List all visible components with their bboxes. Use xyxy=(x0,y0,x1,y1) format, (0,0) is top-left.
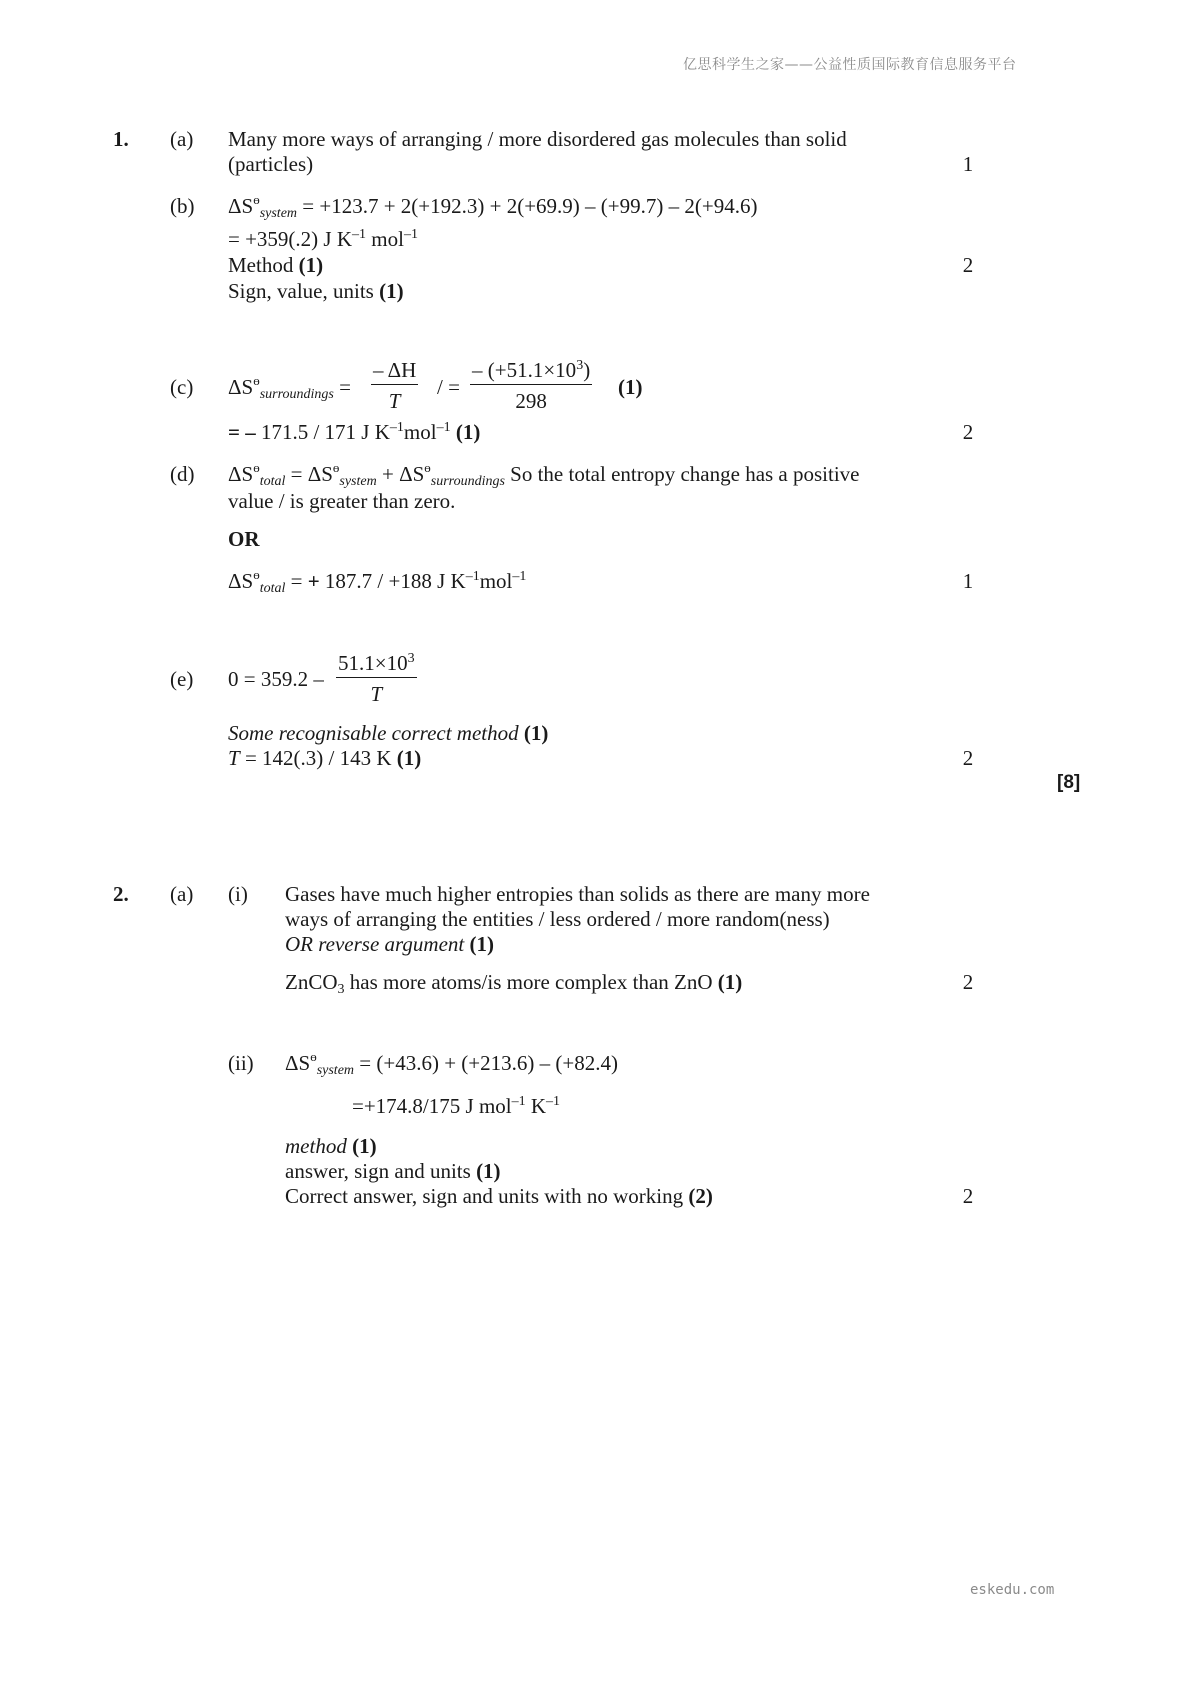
point-marker: (1) xyxy=(618,375,643,399)
or-label: OR xyxy=(228,527,260,551)
fraction-enthalpy-over-t: $\frac{51.1\times 10^3}{T}$ xyxy=(338,651,415,706)
entropy-equation: $\Delta S^ө_{system} = +123.7 + 2(+192.3) + 2(+69.9) - (+99.7) - 2(+94.6)$ xyxy=(228,192,758,221)
part-label: (d) xyxy=(170,462,195,486)
temperature-result: T = 142(.3) / 143 K (1) xyxy=(228,746,422,770)
mark-value: 2 xyxy=(962,746,974,770)
entropy-result: = – 171.5 / 171 J $K^{-1}mol^{-1}$ (1) xyxy=(228,420,481,444)
entropy-result: = +359(.2) J $K^{-1}$ mol$^{-1}$ xyxy=(228,227,418,251)
mark-scheme-line: answer, sign and units (1) xyxy=(285,1159,501,1183)
subpart-label: (ii) xyxy=(228,1051,254,1075)
entropy-result: =+174.8/175 J mol$^{-1}$ $K^{-1}$ xyxy=(352,1094,561,1118)
total-entropy-equation: $\Delta S^ө_{total} = \Delta S^ө_{system} + \Delta S^ө_{surroundings}$ So the total entropy change has a positive xyxy=(228,460,860,489)
question-number: 2. xyxy=(113,882,129,906)
mark-value: 1 xyxy=(962,569,974,593)
answer-line: Many more ways of arranging / more disordered gas molecules than solid xyxy=(228,127,847,151)
question-number: 1. xyxy=(113,127,129,151)
mark-scheme-line: Correct answer, sign and units with no working (2) xyxy=(285,1184,713,1208)
fraction-numeric: $\frac{- (+51.1\times 10^3)}{298}$ xyxy=(472,358,591,413)
part-label: (c) xyxy=(170,375,194,399)
fraction-delta-h-over-t: $\frac{- \Delta H}{T}$ xyxy=(373,358,417,413)
answer-line: (particles) xyxy=(228,152,314,176)
footer-site-text: eskedu.com xyxy=(970,1582,1055,1598)
part-label: (a) xyxy=(170,127,194,151)
mark-scheme-line: method (1) xyxy=(285,1134,377,1158)
mark-value: 2 xyxy=(962,970,974,994)
subpart-label: (i) xyxy=(228,882,248,906)
mark-scheme-line: Some recognisable correct method (1) xyxy=(228,721,549,745)
question-total: [8] xyxy=(1057,772,1081,793)
answer-line: ways of arranging the entities / less ordered / more random(ness) xyxy=(285,907,830,931)
header-site-text: 亿思科学生之家——公益性质国际教育信息服务平台 xyxy=(683,57,1017,73)
equation-lhs: 0 = 359.2 – xyxy=(228,667,324,691)
entropy-lhs: $\Delta S^ө_{surroundings}$ = xyxy=(228,373,351,402)
answer-line: value / is greater than zero. xyxy=(228,489,456,513)
mark-scheme-line: Method (1) xyxy=(228,253,324,277)
answer-line: Gases have much higher entropies than solids as there are many more xyxy=(285,882,870,906)
mark-scheme-line: Sign, value, units (1) xyxy=(228,279,404,303)
entropy-equation: $\Delta S^ө_{system} = (+43.6) + (+213.6) - (+82.4)$ xyxy=(285,1049,618,1078)
mark-value: 1 xyxy=(962,152,974,176)
answer-line: ZnCO$_3$ has more atoms/is more complex than ZnO (1) xyxy=(285,970,743,997)
mark-value: 2 xyxy=(962,1184,974,1208)
operator: / = xyxy=(437,375,460,399)
mark-value: 2 xyxy=(962,253,974,277)
standard-state-symbol: ө xyxy=(253,192,260,207)
answer-line: OR reverse argument (1) xyxy=(285,932,494,956)
part-label: (e) xyxy=(170,667,194,691)
part-label: (b) xyxy=(170,194,195,218)
part-label: (a) xyxy=(170,882,194,906)
mark-value: 2 xyxy=(962,420,974,444)
total-entropy-result: $\Delta S^ө_{total}$ = + 187.7 / +188 J $K^{-1}mol^{-1}$ xyxy=(228,567,527,596)
